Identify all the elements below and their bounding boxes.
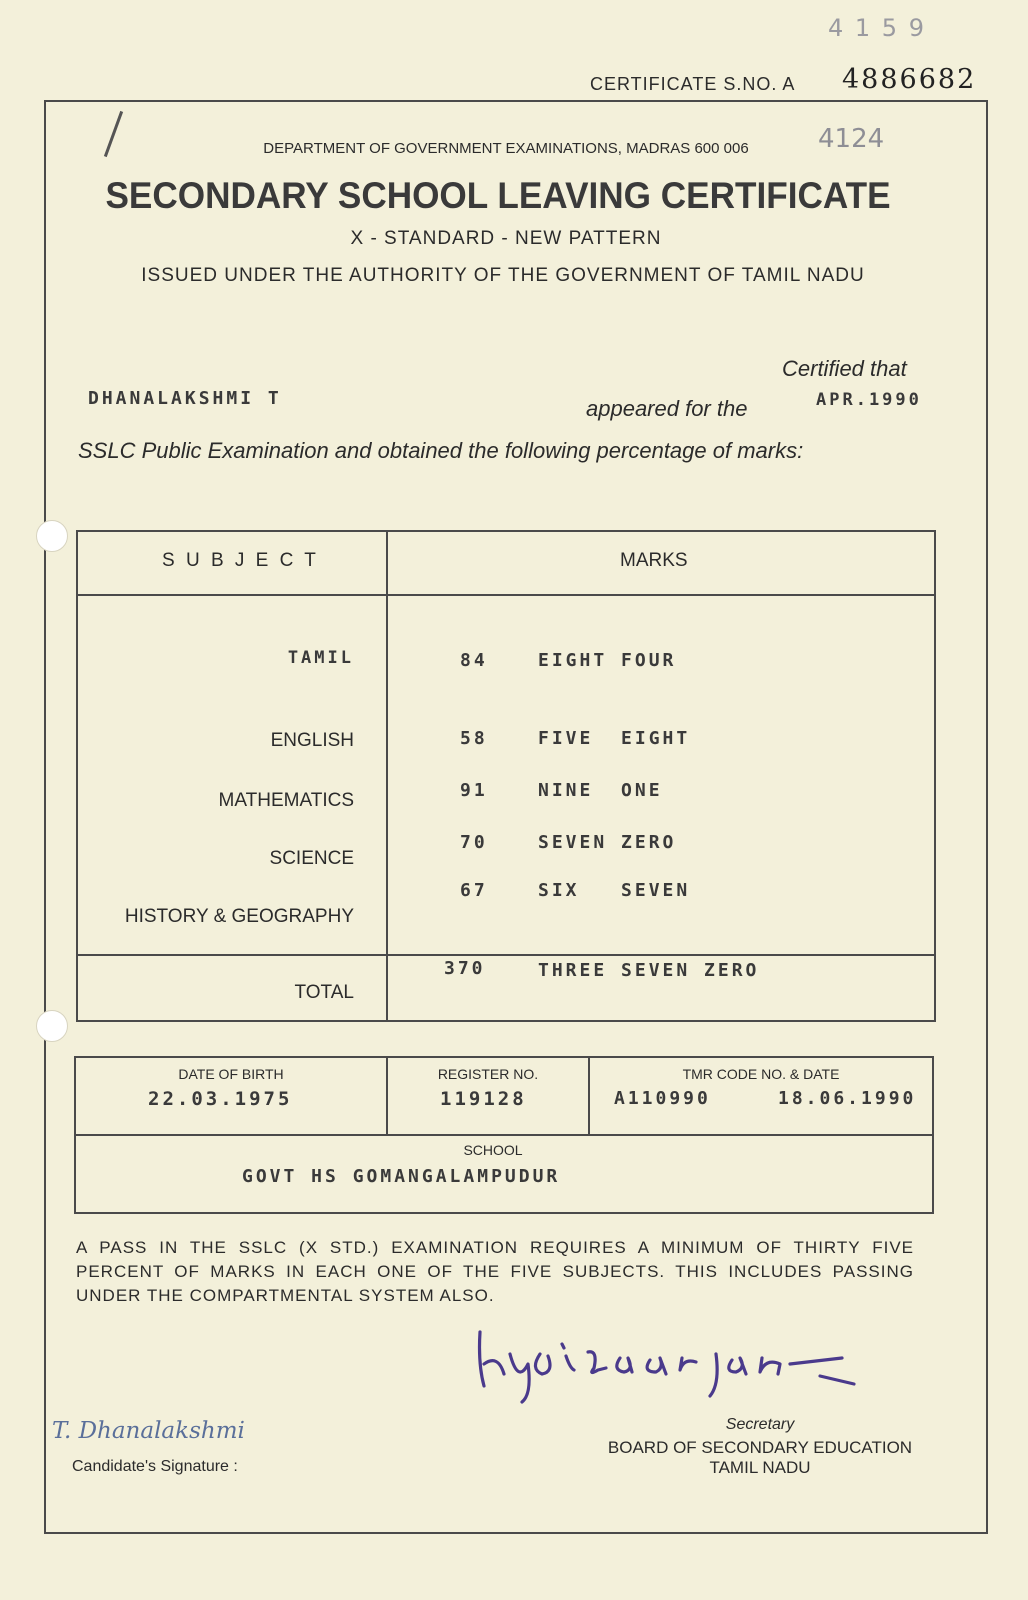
subject-mark: 70 <box>460 832 488 853</box>
tmr-label: TMR CODE NO. & DATE <box>682 1066 840 1082</box>
state-name: TAMIL NADU <box>709 1458 811 1477</box>
subject-mark: 58 <box>460 728 488 749</box>
subject-mark-words: EIGHT FOUR <box>538 650 677 671</box>
school-label: SCHOOL <box>463 1142 523 1158</box>
exam-month: APR.1990 <box>816 390 922 410</box>
board-name: BOARD OF SECONDARY EDUCATION <box>607 1438 913 1457</box>
subject-name: HISTORY & GEOGRAPHY <box>124 906 354 927</box>
subject-header: S U B J E C T <box>162 550 319 571</box>
subject-name: TAMIL <box>287 648 354 668</box>
register-label: REGISTER NO. <box>437 1066 539 1082</box>
subject-name: SCIENCE <box>269 848 354 869</box>
marks-table <box>76 530 936 1022</box>
candidate-name: DHANALAKSHMI T <box>88 388 282 409</box>
total-label: TOTAL <box>294 982 354 1003</box>
punch-hole <box>36 1010 68 1042</box>
table-divider <box>386 532 388 1020</box>
register-number: 119128 <box>440 1088 527 1110</box>
subject-name: ENGLISH <box>270 730 354 751</box>
department-name: DEPARTMENT OF GOVERNMENT EXAMINATIONS, MADRAS 600 006 <box>263 140 749 157</box>
dob-value: 22.03.1975 <box>148 1088 293 1110</box>
total-mark: 370 <box>444 958 486 979</box>
serial-label: CERTIFICATE S.NO. A <box>590 74 796 94</box>
table-total-rule <box>78 954 934 956</box>
subject-mark-words: SIX SEVEN <box>538 880 691 901</box>
subject-name: MATHEMATICS <box>218 790 354 811</box>
pencil-note-top: 4 1 5 9 <box>828 14 926 42</box>
subject-mark-words: NINE ONE <box>538 780 663 801</box>
details-box <box>74 1056 934 1214</box>
serial-number: 4886682 <box>842 64 977 95</box>
appeared-for-text: appeared for the <box>586 396 748 421</box>
pencil-note-side: 4124 <box>818 124 885 154</box>
school-name: GOVT HS GOMANGALAMPUDUR <box>242 1166 561 1187</box>
subject-mark-words: SEVEN ZERO <box>538 832 677 853</box>
standard-line: X - STANDARD - NEW PATTERN <box>350 228 662 249</box>
tmr-code: A110990 <box>614 1088 711 1109</box>
candidate-signature-label: Candidate's Signature : <box>72 1458 238 1475</box>
subject-mark: 67 <box>460 880 488 901</box>
certificate-title: SECONDARY SCHOOL LEAVING CERTIFICATE <box>105 175 891 216</box>
pass-requirement-note: A PASS IN THE SSLC (X STD.) EXAMINATION REQUIRES A MINIMUM OF THIRTY FIVE PERCENT OF MARKS IN EACH ONE OF THE FIVE SUBJECTS. THIS INCLUDES PASSING UNDER THE COMPARTMENTAL SYSTEM ALSO. <box>76 1238 914 1305</box>
candidate-handwritten-signature: T. Dhanalakshmi <box>52 1418 245 1444</box>
secretary-title: Secretary <box>725 1416 795 1433</box>
table-header-rule <box>78 594 934 596</box>
subject-mark-words: FIVE EIGHT <box>538 728 691 749</box>
punch-hole <box>36 520 68 552</box>
statement-text: SSLC Public Examination and obtained the following percentage of marks: <box>78 438 804 463</box>
total-mark-words: THREE SEVEN ZERO <box>538 960 760 981</box>
subject-mark: 91 <box>460 780 488 801</box>
tmr-date: 18.06.1990 <box>778 1088 917 1109</box>
certified-that: Certified that <box>782 356 907 381</box>
marks-header: MARKS <box>620 550 688 571</box>
details-rule <box>76 1134 932 1136</box>
subject-mark: 84 <box>460 650 488 671</box>
dob-label: DATE OF BIRTH <box>178 1066 284 1082</box>
secretary-signature <box>470 1324 860 1404</box>
authority-line: ISSUED UNDER THE AUTHORITY OF THE GOVERNMENT OF TAMIL NADU <box>141 265 865 286</box>
